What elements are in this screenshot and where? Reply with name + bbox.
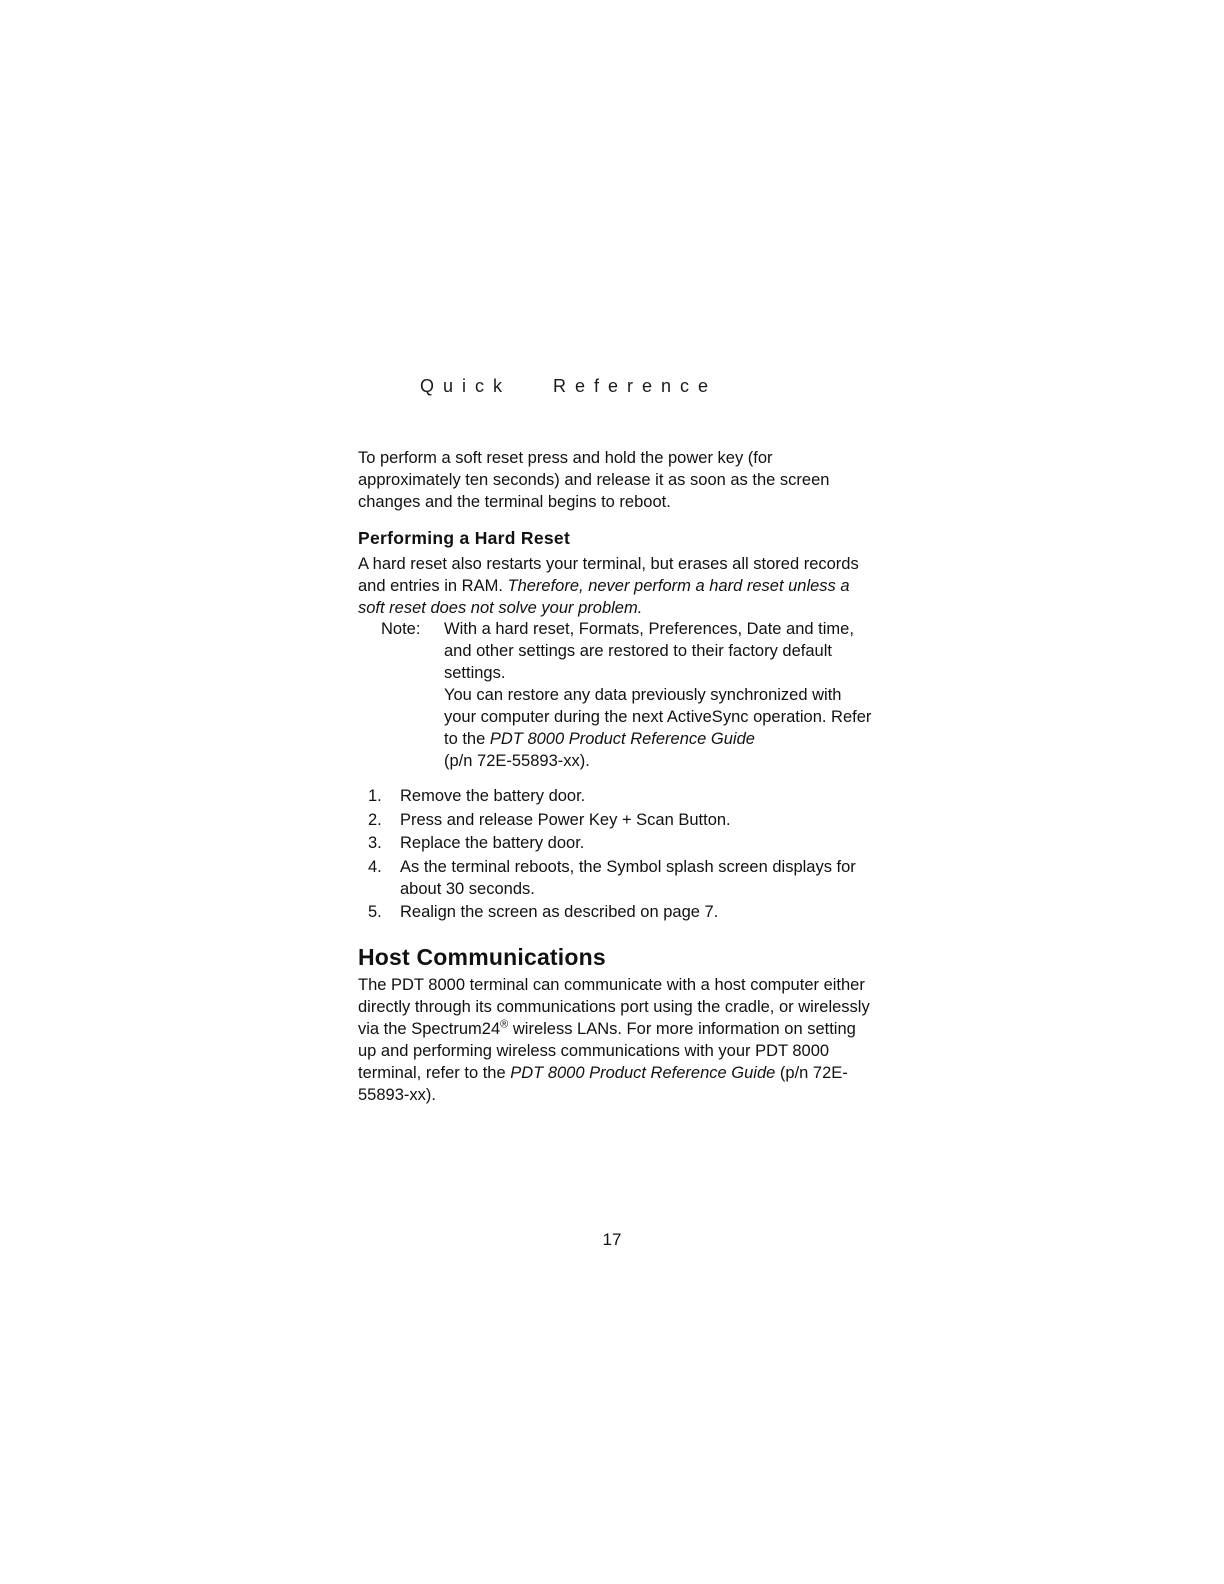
note-body — [444, 618, 874, 772]
step-number: 3. — [368, 834, 382, 852]
host-text-a: The PDT 8000 terminal can communicate with a host computer either directly through its communications port using the cradle, or wirelessly via the Spectrum24 — [358, 976, 870, 1038]
step-number: 1. — [368, 787, 382, 805]
step-text: Remove the battery door. — [400, 787, 586, 805]
list-item — [368, 832, 878, 854]
hard-reset-heading: Performing a Hard Reset — [358, 528, 571, 548]
note-guide-title: PDT 8000 Product Reference Guide — [489, 730, 755, 748]
host-communications-heading: Host Communications — [358, 944, 606, 970]
host-text-c: (p/n 72E-55893-xx). — [358, 1064, 848, 1104]
host-text-b: wireless LANs. For more information on setting up and performing wireless communications with your PDT 8000 terminal, refer to the — [358, 1020, 856, 1082]
step-text: As the terminal reboots, the Symbol splash screen displays for about 30 seconds. — [400, 857, 856, 898]
step-text: Realign the screen as described on page 7. — [400, 903, 719, 921]
registered-mark: ® — [500, 1018, 509, 1031]
running-head: Quick Reference — [420, 376, 718, 396]
note-label: Note: — [381, 620, 421, 638]
hard-reset-warning: Therefore, never perform a hard reset unless a soft reset does not solve your problem. — [358, 577, 850, 617]
note-line-2-text: You can restore any data previously synchronized with your computer during the next ActiveSync operation. Refer to the — [444, 686, 872, 748]
list-item — [368, 785, 878, 807]
hard-reset-paragraph — [358, 553, 874, 619]
step-text: Replace the battery door. — [400, 834, 585, 852]
step-number: 5. — [368, 903, 382, 921]
page-number: 17 — [602, 1230, 622, 1249]
note-line-2 — [444, 684, 874, 772]
step-text: Press and release Power Key + Scan Button. — [400, 810, 731, 829]
hard-reset-steps — [368, 785, 878, 925]
note-line-1: With a hard reset, Formats, Preferences, Date and time, and other settings are restored to their factory default settings. — [444, 620, 854, 682]
hard-reset-text: A hard reset also restarts your terminal, but erases all stored records and entries in RAM. — [358, 555, 859, 595]
list-item — [368, 856, 878, 900]
host-guide-title: PDT 8000 Product Reference Guide — [510, 1064, 776, 1082]
step-number: 2. — [368, 810, 382, 829]
soft-reset-paragraph: To perform a soft reset press and hold the power key (for approximately ten seconds) and release it as soon as the screen changes and the terminal begins to reboot. — [358, 449, 830, 511]
host-communications-paragraph — [358, 974, 878, 1106]
list-item — [368, 901, 878, 923]
note-part-number: (p/n 72E-55893-xx). — [444, 752, 590, 770]
step-number: 4. — [368, 857, 382, 876]
list-item — [368, 809, 878, 831]
